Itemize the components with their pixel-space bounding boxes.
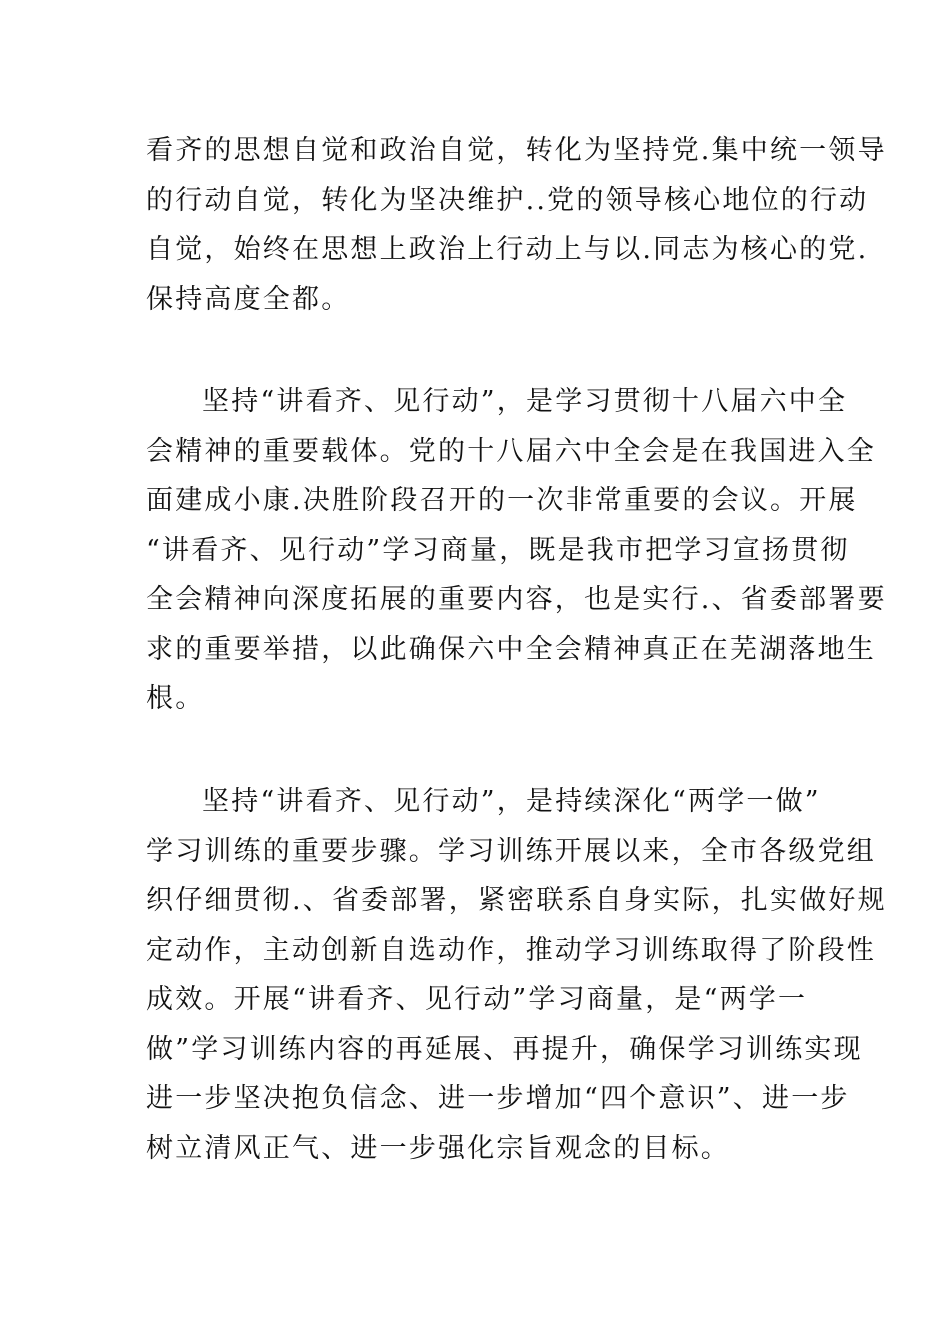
paragraph-line: 坚持“讲看齐、见行动”，是学习贯彻十八届六中全 [202, 386, 848, 417]
paragraph-line: 坚持“讲看齐、见行动”，是持续深化“两学一做” [202, 786, 821, 817]
paragraph-1 [146, 126, 887, 324]
paragraph-line: 织仔细贯彻.、省委部署，紧密联系自身实际，扎实做好规 [146, 885, 887, 916]
paragraph-line: 根。 [146, 683, 205, 714]
paragraph-line: 保持高度全都。 [146, 283, 351, 315]
paragraph-line: 全会精神向深度拓展的重要内容，也是实行.、省委部署要 [146, 584, 887, 615]
paragraph-line: 定动作，主动创新自选动作，推动学习训练取得了阶段性 [146, 934, 876, 966]
paragraph-line: 的行动自觉，转化为坚决维护..党的领导核心地位的行动 [146, 184, 869, 216]
paragraph-line: 成效。开展“讲看齐、见行动”学习商量，是“两学一 [146, 984, 808, 1015]
paragraph-line: 进一步坚决抱负信念、进一步增加“四个意识”、进一步 [146, 1083, 850, 1114]
paragraph-line: 自觉，始终在思想上政治上行动上与以.同志为核心的党. [146, 234, 869, 265]
paragraph-3 [146, 777, 887, 1173]
paragraph-line: 看齐的思想自觉和政治自觉，转化为坚持党.集中统一领导 [146, 135, 887, 166]
paragraph-line: 面建成小康.决胜阶段召开的一次非常重要的会议。开展 [146, 485, 858, 516]
paragraph-line: 做”学习训练内容的再延展、再提升，确保学习训练实现 [146, 1033, 863, 1065]
paragraph-line: 树立清风正气、进一步强化宗旨观念的目标。 [146, 1132, 730, 1164]
paragraph-line: 会精神的重要载体。党的十八届六中全会是在我国进入全 [146, 435, 876, 467]
paragraph-line: “讲看齐、见行动”学习商量，既是我市把学习宣扬贯彻 [146, 534, 850, 566]
paragraph-line: 学习训练的重要步骤。学习训练开展以来，全市各级党组 [146, 835, 876, 867]
paragraph-2 [146, 377, 887, 724]
paragraph-line: 求的重要举措，以此确保六中全会精神真正在芜湖落地生 [146, 633, 876, 665]
